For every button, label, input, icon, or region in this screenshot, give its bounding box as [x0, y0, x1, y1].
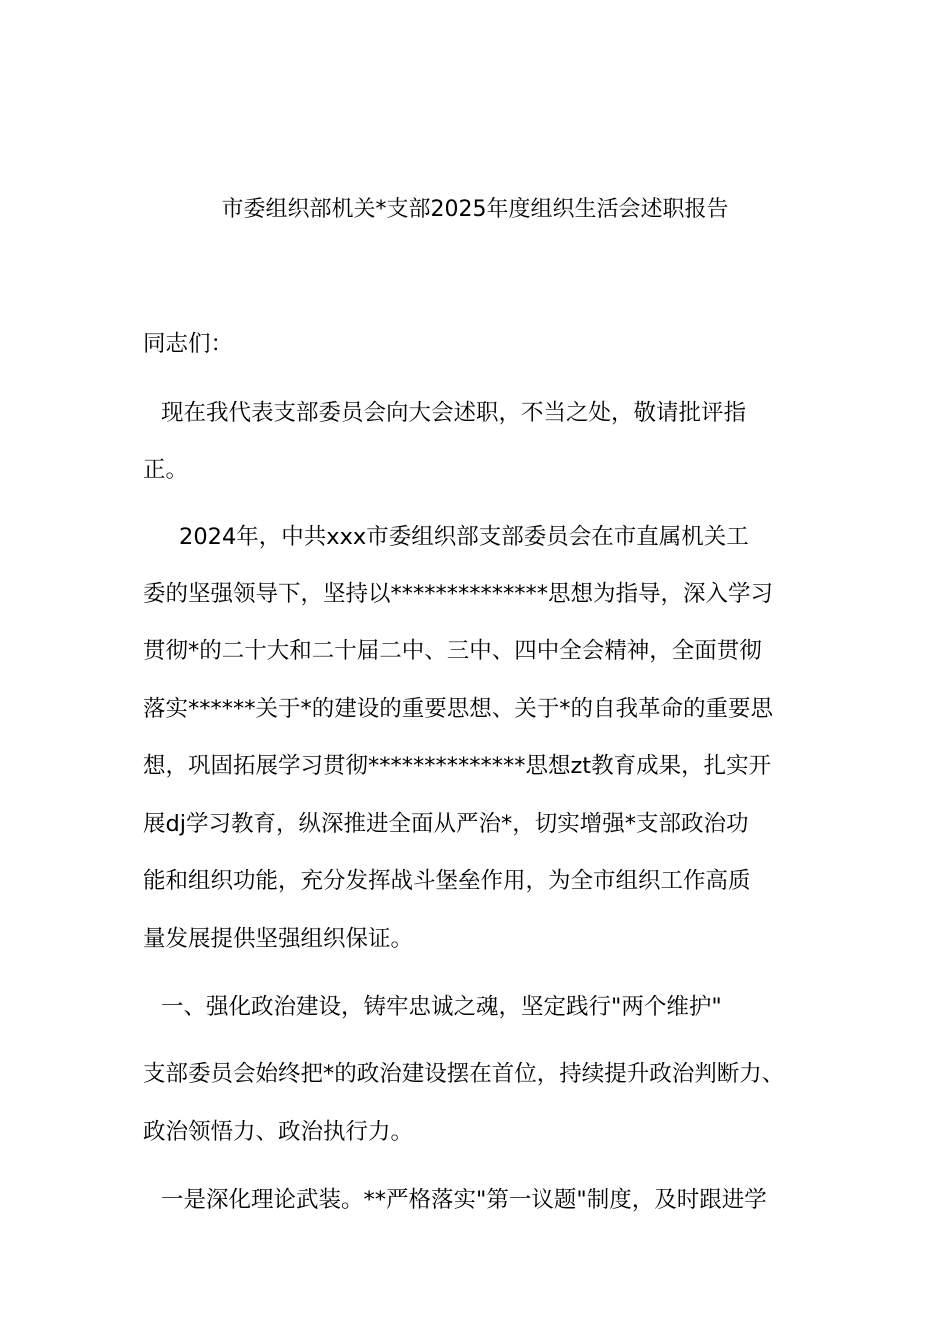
- document-title: 市委组织部机关*支部2025年度组织生活会述职报告: [221, 197, 729, 222]
- paragraph-line: 量发展提供坚强组织保证。: [143, 926, 414, 952]
- paragraph-line: 2024年，中共xxx市委组织部支部委员会在市直属机关工: [179, 524, 749, 550]
- paragraph-line: 落实******关于*的建设的重要思想、关于*的自我革命的重要思: [143, 696, 774, 722]
- intro-line-1: 现在我代表支部委员会向大会述职，不当之处，敬请批评指: [161, 400, 747, 426]
- section-body-line: 政治领悟力、政治执行力。: [143, 1119, 414, 1145]
- paragraph-line: 能和组织功能，充分发挥战斗堡垒作用，为全市组织工作高质: [143, 868, 751, 894]
- section-heading: 一、强化政治建设，铸牢忠诚之魂，坚定践行"两个维护": [161, 994, 722, 1020]
- section-body-line: 支部委员会始终把*的政治建设摆在首位，持续提升政治判断力、: [143, 1061, 785, 1087]
- paragraph-line: 委的坚强领导下，坚持以**************思想为指导，深入学习: [143, 581, 774, 607]
- paragraph-line: 贯彻*的二十大和二十届二中、三中、四中全会精神，全面贯彻: [143, 638, 762, 664]
- paragraph-line: 展dj学习教育，纵深推进全面从严治*，切实增强*支部政治功: [143, 811, 749, 837]
- point-line: 一是深化理论武装。**严格落实"第一议题"制度，及时跟进学: [161, 1187, 767, 1213]
- intro-line-2: 正。: [143, 457, 189, 483]
- paragraph-line: 想，巩固拓展学习贯彻**************思想zt教育成果，扎实开: [143, 753, 772, 779]
- salutation: 同志们：: [143, 331, 234, 357]
